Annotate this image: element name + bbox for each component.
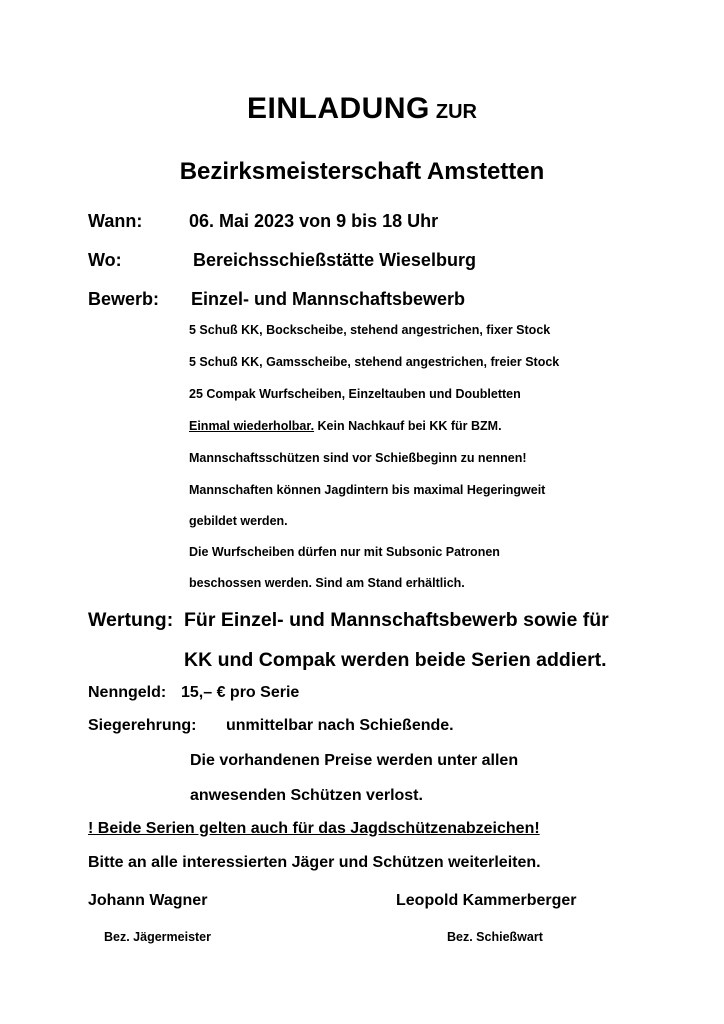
siegerehrung-line2: Die vorhandenen Preise werden unter allen: [190, 752, 519, 769]
title-main: EINLADUNG: [247, 92, 430, 125]
bewerb-detail: 5 Schuß KK, Bockscheibe, stehend angestrichen, fixer Stock: [189, 323, 551, 337]
bewerb-note: Mannschaften können Jagdintern bis maximal Hegeringweit: [189, 483, 546, 497]
repeat-line: [189, 419, 502, 433]
bewerb-detail: 25 Compak Wurfscheiben, Einzeltauben und Doubletten: [189, 387, 521, 401]
wann-label: Wann:: [88, 211, 143, 231]
bewerb-note: Die Wurfscheiben dürfen nur mit Subsonic Patronen: [189, 545, 500, 559]
bewerb-detail: 5 Schuß KK, Gamsscheibe, stehend angestrichen, freier Stock: [189, 355, 560, 369]
notice-line: ! Beide Serien gelten auch für das Jagdschützenabzeichen!: [88, 820, 540, 837]
bewerb-note: Mannschaftsschützen sind vor Schießbeginn zu nennen!: [189, 451, 527, 465]
title-small: ZUR: [435, 101, 477, 123]
forward-line: Bitte an alle interessierten Jäger und Schützen weiterleiten.: [88, 854, 541, 871]
wertung-line2: KK und Compak werden beide Serien addiert.: [184, 649, 607, 671]
bewerb-note: beschossen werden. Sind am Stand erhältlich.: [189, 576, 465, 590]
document-subtitle: Bezirksmeisterschaft Amstetten: [179, 158, 545, 185]
nenngeld-label: Nenngeld:: [88, 684, 167, 701]
repeat-underlined: Einmal wiederholbar.: [189, 419, 315, 433]
siegerehrung-value: unmittelbar nach Schießende.: [226, 717, 454, 734]
bewerb-label: Bewerb:: [88, 289, 160, 309]
wo-value: Bereichsschießstätte Wieselburg: [193, 250, 476, 270]
siegerehrung-label: Siegerehrung:: [88, 717, 197, 734]
bewerb-value: Einzel- und Mannschaftsbewerb: [191, 289, 466, 309]
signature-left-role: Bez. Jägermeister: [104, 930, 212, 944]
wertung-label: Wertung:: [88, 609, 174, 631]
repeat-rest: Kein Nachkauf bei KK für BZM.: [314, 419, 502, 433]
signature-right-role: Bez. Schießwart: [447, 930, 543, 944]
nenngeld-value: 15,– € pro Serie: [181, 684, 300, 701]
signature-right-name: Leopold Kammerberger: [396, 892, 577, 909]
signature-left-name: Johann Wagner: [88, 892, 208, 909]
document-title: [0, 92, 724, 126]
wertung-line1: Für Einzel- und Mannschaftsbewerb sowie für: [184, 609, 609, 631]
siegerehrung-line3: anwesenden Schützen verlost.: [190, 787, 423, 804]
bewerb-note: gebildet werden.: [189, 514, 288, 528]
wo-label: Wo:: [88, 250, 122, 270]
wann-value: 06. Mai 2023 von 9 bis 18 Uhr: [189, 211, 439, 231]
